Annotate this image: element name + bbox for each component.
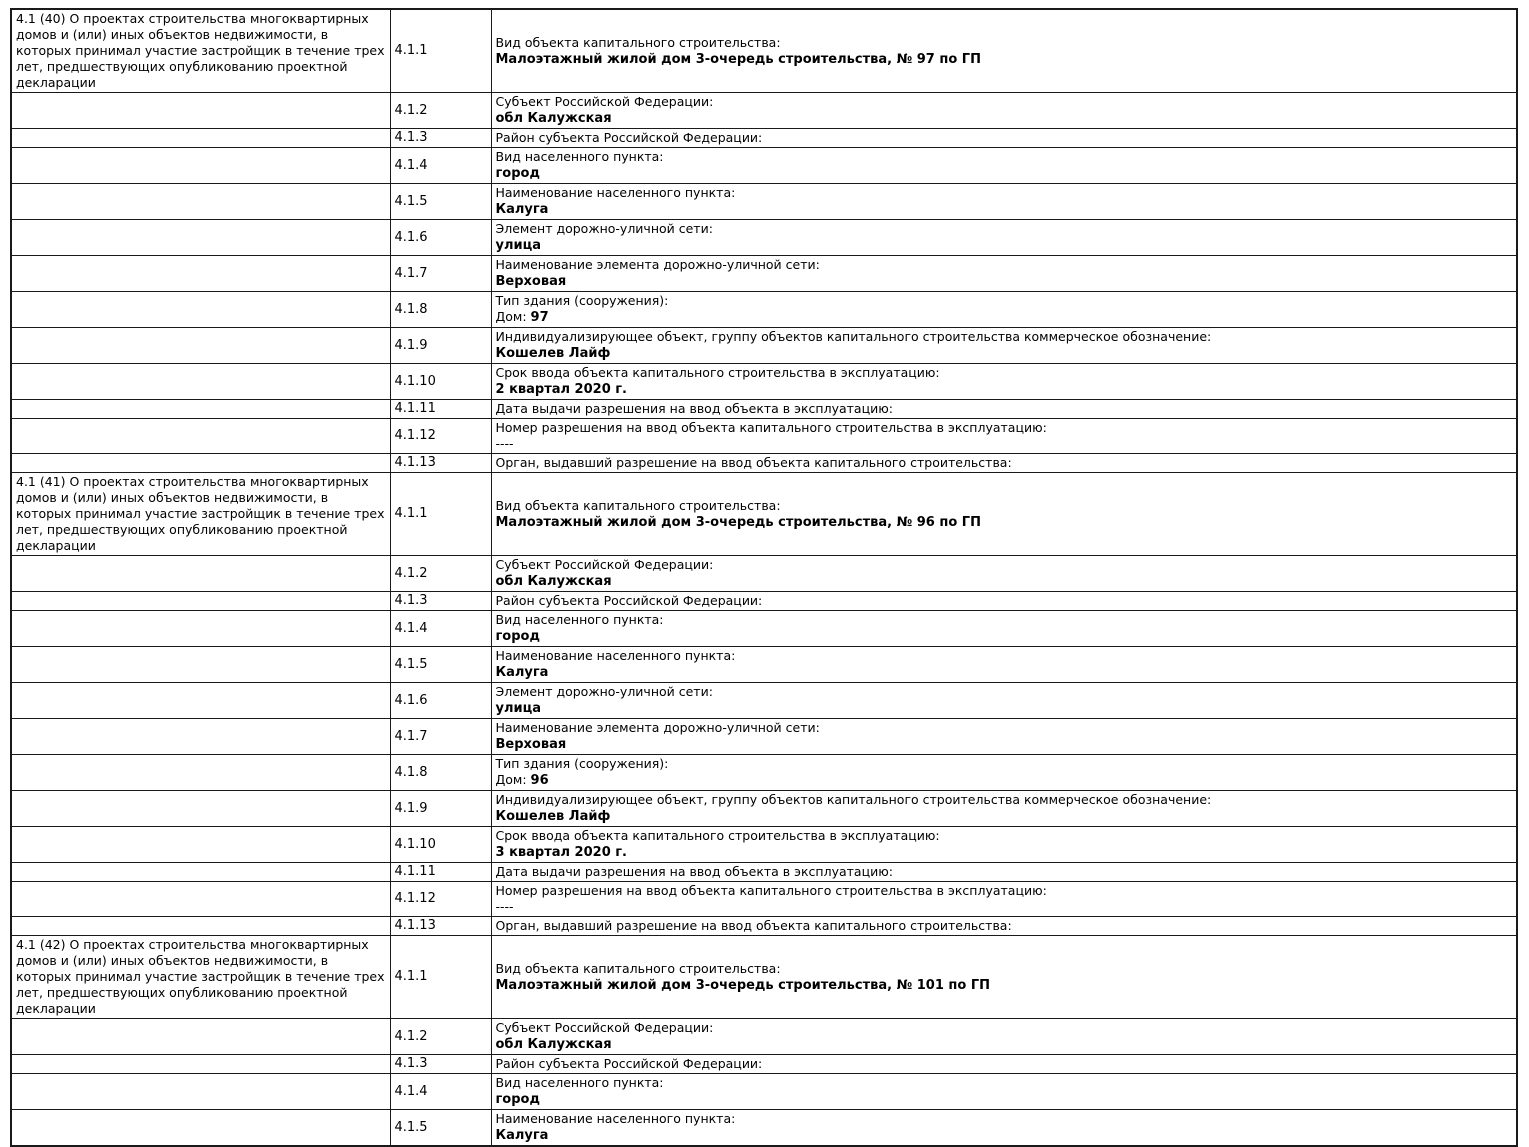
field-label: Элемент дорожно-уличной сети: <box>495 684 713 699</box>
field-value-text: обл Калужская <box>495 574 612 589</box>
row-number-cell: 4.1.9 <box>390 328 491 364</box>
section-empty-cell <box>11 454 390 473</box>
field-label: Срок ввода объекта капитального строительства в эксплуатацию: <box>495 365 940 380</box>
field-value <box>496 664 1513 681</box>
row-number-cell: 4.1.10 <box>390 364 491 400</box>
field-value-text: Верховая <box>495 274 567 289</box>
table-row <box>11 148 1517 184</box>
field-label: Район субъекта Российской Федерации: <box>495 130 763 145</box>
field-label: Орган, выдавший разрешение на ввод объекта капитального строительства: <box>495 918 1012 933</box>
field-cell <box>491 328 1517 364</box>
field-value <box>496 977 1513 994</box>
row-number-cell: 4.1.3 <box>390 129 491 148</box>
field-cell <box>491 755 1517 791</box>
field-label: Вид населенного пункта: <box>495 612 664 627</box>
field-value <box>496 165 1513 182</box>
field-label: Наименование населенного пункта: <box>495 185 736 200</box>
row-number-cell: 4.1.1 <box>390 473 491 556</box>
field-label: Срок ввода объекта капитального строительства в эксплуатацию: <box>495 828 940 843</box>
table-row <box>11 936 1517 1019</box>
field-cell <box>491 220 1517 256</box>
field-value <box>496 736 1513 753</box>
field-label: Вид населенного пункта: <box>495 1075 664 1090</box>
row-number-cell: 4.1.10 <box>390 827 491 863</box>
table-row <box>11 256 1517 292</box>
field-cell <box>491 292 1517 328</box>
field-cell <box>491 129 1517 148</box>
section-empty-cell <box>11 683 390 719</box>
table-row <box>11 220 1517 256</box>
section-empty-cell <box>11 220 390 256</box>
field-value <box>496 700 1513 717</box>
section-empty-cell <box>11 1074 390 1110</box>
table-row <box>11 364 1517 400</box>
section-empty-cell <box>11 647 390 683</box>
table-row <box>11 328 1517 364</box>
table-row <box>11 917 1517 936</box>
section-empty-cell <box>11 419 390 454</box>
section-empty-cell <box>11 1055 390 1074</box>
field-value <box>496 808 1513 825</box>
field-label: Субъект Российской Федерации: <box>495 94 714 109</box>
field-cell <box>491 917 1517 936</box>
section-empty-cell <box>11 364 390 400</box>
field-label: Номер разрешения на ввод объекта капитального строительства в эксплуатацию: <box>495 420 1047 435</box>
field-value <box>496 772 1513 789</box>
field-value <box>496 573 1513 590</box>
field-value <box>496 201 1513 218</box>
field-label: Вид объекта капитального строительства: <box>495 34 781 50</box>
field-value-text: город <box>495 1092 540 1107</box>
table-row <box>11 863 1517 882</box>
field-cell <box>491 556 1517 592</box>
field-label: Район субъекта Российской Федерации: <box>495 1056 763 1071</box>
field-cell <box>491 936 1517 1019</box>
table-row <box>11 1055 1517 1074</box>
field-value-text: Малоэтажный жилой дом 3-очередь строительства, № 96 по ГП <box>495 514 981 530</box>
field-cell <box>491 9 1517 93</box>
field-cell <box>491 148 1517 184</box>
field-cell <box>491 364 1517 400</box>
table-body <box>11 9 1517 1146</box>
field-cell <box>491 473 1517 556</box>
table-row <box>11 400 1517 419</box>
field-cell <box>491 454 1517 473</box>
field-value-text: Калуга <box>495 665 549 680</box>
section-empty-cell <box>11 1019 390 1055</box>
field-value-text: Верховая <box>495 737 567 752</box>
field-value <box>496 345 1513 362</box>
field-value <box>496 273 1513 290</box>
section-empty-cell <box>11 882 390 917</box>
row-number-cell: 4.1.4 <box>390 148 491 184</box>
row-number-cell: 4.1.6 <box>390 220 491 256</box>
row-number-cell: 4.1.7 <box>390 256 491 292</box>
row-number-cell: 4.1.12 <box>390 419 491 454</box>
field-value <box>496 381 1513 398</box>
field-cell <box>491 1110 1517 1147</box>
section-empty-cell <box>11 755 390 791</box>
row-number-cell: 4.1.8 <box>390 292 491 328</box>
section-empty-cell <box>11 827 390 863</box>
table-row <box>11 592 1517 611</box>
field-value-text: обл Калужская <box>495 111 612 126</box>
table-row <box>11 755 1517 791</box>
field-value <box>496 1091 1513 1108</box>
field-cell <box>491 400 1517 419</box>
row-number-cell: 4.1.5 <box>390 647 491 683</box>
field-value-text: Калуга <box>495 1128 549 1143</box>
section-empty-cell <box>11 292 390 328</box>
row-number-cell: 4.1.8 <box>390 755 491 791</box>
row-number-cell: 4.1.5 <box>390 184 491 220</box>
field-label: Элемент дорожно-уличной сети: <box>495 221 713 236</box>
table-row <box>11 473 1517 556</box>
row-number-cell: 4.1.2 <box>390 556 491 592</box>
table-row <box>11 683 1517 719</box>
field-value-text: 2 квартал 2020 г. <box>495 382 627 397</box>
field-value <box>496 237 1513 254</box>
row-number-cell: 4.1.12 <box>390 882 491 917</box>
field-cell <box>491 611 1517 647</box>
field-cell <box>491 827 1517 863</box>
field-cell <box>491 863 1517 882</box>
field-value-text: ---- <box>495 899 514 914</box>
field-label: Вид населенного пункта: <box>495 149 664 164</box>
table-row <box>11 1110 1517 1147</box>
row-number-cell: 4.1.11 <box>390 400 491 419</box>
table-row <box>11 93 1517 129</box>
section-empty-cell <box>11 400 390 419</box>
field-cell <box>491 592 1517 611</box>
field-value-text: Калуга <box>495 202 549 217</box>
section-empty-cell <box>11 592 390 611</box>
section-empty-cell <box>11 556 390 592</box>
field-label: Наименование элемента дорожно-уличной сети: <box>495 257 820 272</box>
row-number-cell: 4.1.2 <box>390 93 491 129</box>
section-empty-cell <box>11 93 390 129</box>
section-empty-cell <box>11 256 390 292</box>
section-empty-cell <box>11 719 390 755</box>
table-row <box>11 419 1517 454</box>
field-cell <box>491 647 1517 683</box>
field-label: Вид объекта капитального строительства: <box>495 497 781 513</box>
field-value-text: Кошелев Лайф <box>495 809 611 824</box>
field-label: Индивидуализирующее объект, группу объектов капитального строительства коммерческое обозначение: <box>495 792 1212 807</box>
row-number-cell: 4.1.9 <box>390 791 491 827</box>
field-cell <box>491 882 1517 917</box>
field-value-text: 97 <box>530 310 549 325</box>
table-row <box>11 9 1517 93</box>
section-empty-cell <box>11 791 390 827</box>
field-cell <box>491 719 1517 755</box>
row-number-cell: 4.1.4 <box>390 1074 491 1110</box>
field-value <box>496 514 1513 531</box>
row-number-cell: 4.1.2 <box>390 1019 491 1055</box>
section-empty-cell <box>11 184 390 220</box>
field-cell <box>491 256 1517 292</box>
field-value-text: город <box>495 166 540 181</box>
field-cell <box>491 419 1517 454</box>
field-value-prefix: Дом: <box>495 309 531 324</box>
row-number-cell: 4.1.7 <box>390 719 491 755</box>
field-value-text: обл Калужская <box>495 1037 612 1052</box>
field-label: Орган, выдавший разрешение на ввод объекта капитального строительства: <box>495 455 1012 470</box>
field-value <box>496 899 1513 915</box>
section-title-cell: 4.1 (41) О проектах строительства многоквартирных домов и (или) иных объектов недвижимости, в которых принимал участие застройщик в течение трех лет, предшествующих опубликованию проектной декларации <box>11 473 390 556</box>
field-label: Наименование населенного пункта: <box>495 648 736 663</box>
table-row <box>11 184 1517 220</box>
field-value <box>496 1036 1513 1053</box>
field-value <box>496 628 1513 645</box>
field-cell <box>491 1019 1517 1055</box>
table-row <box>11 611 1517 647</box>
field-label: Индивидуализирующее объект, группу объектов капитального строительства коммерческое обозначение: <box>495 329 1212 344</box>
table-row <box>11 129 1517 148</box>
field-value-text: Малоэтажный жилой дом 3-очередь строительства, № 97 по ГП <box>495 51 981 67</box>
field-label: Дата выдачи разрешения на ввод объекта в эксплуатацию: <box>495 864 893 879</box>
section-empty-cell <box>11 863 390 882</box>
section-empty-cell <box>11 917 390 936</box>
field-label: Тип здания (сооружения): <box>495 756 669 771</box>
field-value <box>496 436 1513 452</box>
table-row <box>11 454 1517 473</box>
table-row <box>11 827 1517 863</box>
row-number-cell: 4.1.6 <box>390 683 491 719</box>
field-label: Дата выдачи разрешения на ввод объекта в эксплуатацию: <box>495 401 893 416</box>
field-cell <box>491 1055 1517 1074</box>
field-value-text: улица <box>495 701 542 716</box>
field-cell <box>491 1074 1517 1110</box>
section-empty-cell <box>11 328 390 364</box>
field-value-text: 3 квартал 2020 г. <box>495 845 627 860</box>
section-empty-cell <box>11 611 390 647</box>
row-number-cell: 4.1.13 <box>390 454 491 473</box>
field-value-text: 96 <box>530 773 549 788</box>
field-value-text: Малоэтажный жилой дом 3-очередь строительства, № 101 по ГП <box>495 977 990 993</box>
field-value <box>496 51 1513 68</box>
field-label: Наименование населенного пункта: <box>495 1111 736 1126</box>
field-label: Вид объекта капитального строительства: <box>495 960 781 976</box>
field-label: Наименование элемента дорожно-уличной сети: <box>495 720 820 735</box>
table-row <box>11 882 1517 917</box>
field-cell <box>491 683 1517 719</box>
field-value-text: Кошелев Лайф <box>495 346 611 361</box>
row-number-cell: 4.1.3 <box>390 592 491 611</box>
table-row <box>11 556 1517 592</box>
section-empty-cell <box>11 148 390 184</box>
table-row <box>11 1019 1517 1055</box>
field-value <box>496 844 1513 861</box>
table-row <box>11 791 1517 827</box>
project-declaration-table <box>10 8 1518 1147</box>
field-label: Тип здания (сооружения): <box>495 293 669 308</box>
table-row <box>11 647 1517 683</box>
field-value-text: ---- <box>495 436 514 451</box>
row-number-cell: 4.1.1 <box>390 9 491 93</box>
table-row <box>11 719 1517 755</box>
field-label: Номер разрешения на ввод объекта капитального строительства в эксплуатацию: <box>495 883 1047 898</box>
field-label: Район субъекта Российской Федерации: <box>495 593 763 608</box>
row-number-cell: 4.1.1 <box>390 936 491 1019</box>
field-cell <box>491 184 1517 220</box>
field-value <box>496 110 1513 127</box>
table-row <box>11 1074 1517 1110</box>
row-number-cell: 4.1.5 <box>390 1110 491 1147</box>
field-value <box>496 1127 1513 1144</box>
field-cell <box>491 791 1517 827</box>
field-label: Субъект Российской Федерации: <box>495 1020 714 1035</box>
field-value-prefix: Дом: <box>495 772 531 787</box>
table-row <box>11 292 1517 328</box>
section-title-cell: 4.1 (42) О проектах строительства многоквартирных домов и (или) иных объектов недвижимости, в которых принимал участие застройщик в течение трех лет, предшествующих опубликованию проектной декларации <box>11 936 390 1019</box>
field-value <box>496 309 1513 326</box>
section-empty-cell <box>11 129 390 148</box>
row-number-cell: 4.1.13 <box>390 917 491 936</box>
field-value-text: улица <box>495 238 542 253</box>
row-number-cell: 4.1.4 <box>390 611 491 647</box>
field-cell <box>491 93 1517 129</box>
section-empty-cell <box>11 1110 390 1147</box>
row-number-cell: 4.1.3 <box>390 1055 491 1074</box>
section-title-cell: 4.1 (40) О проектах строительства многоквартирных домов и (или) иных объектов недвижимости, в которых принимал участие застройщик в течение трех лет, предшествующих опубликованию проектной декларации <box>11 9 390 93</box>
field-label: Субъект Российской Федерации: <box>495 557 714 572</box>
field-value-text: город <box>495 629 540 644</box>
row-number-cell: 4.1.11 <box>390 863 491 882</box>
